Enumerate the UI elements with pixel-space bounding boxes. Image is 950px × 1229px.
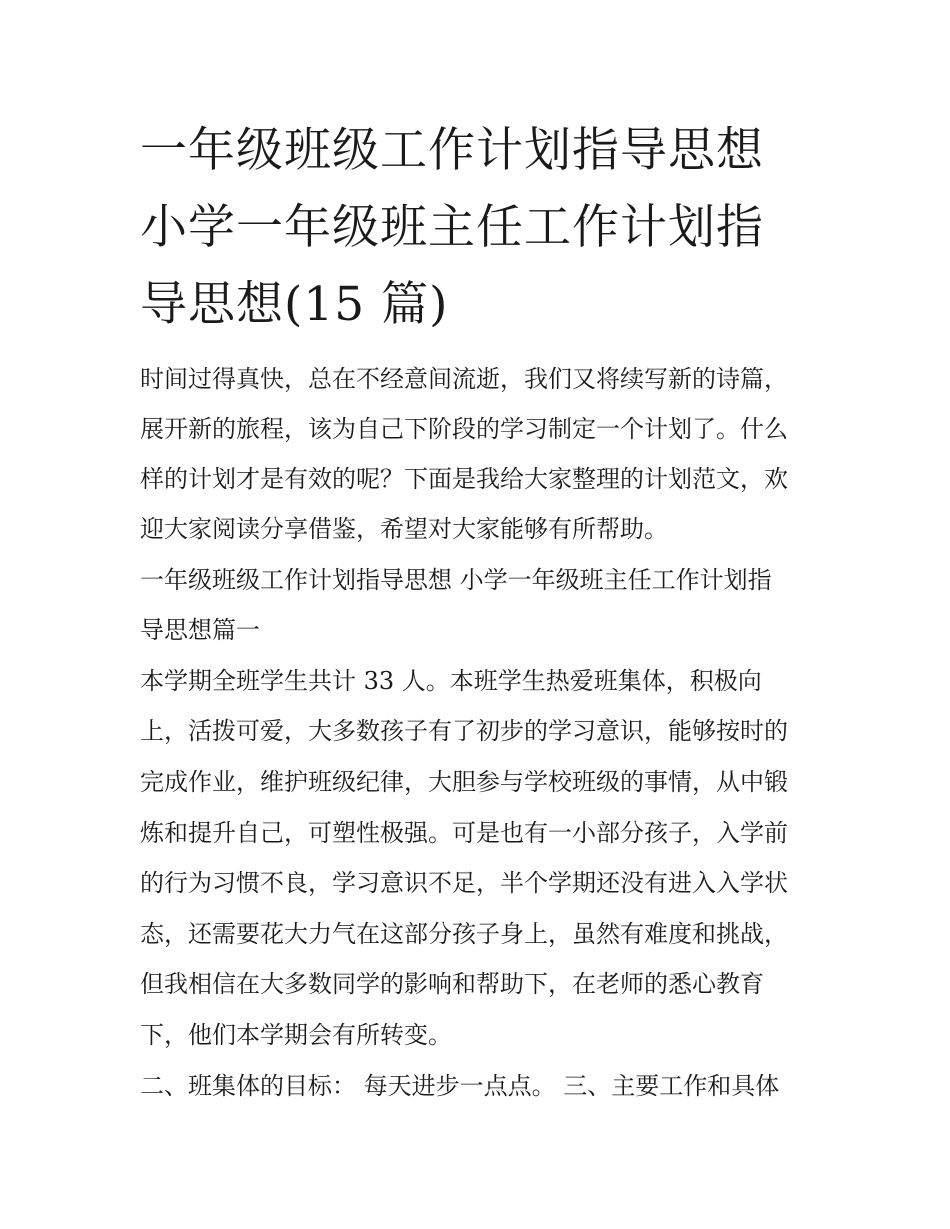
- body-line-3: 样的计划才是有效的呢？下面是我给大家整理的计划范文，欢: [140, 465, 788, 493]
- section-heading-line-1: 一年级班级工作计划指导思想 小学一年级班主任工作计划指: [140, 566, 772, 594]
- body-line-13: 但我相信在大多数同学的影响和帮助下，在老师的悉心教育: [140, 970, 764, 998]
- body-line-8: 上，活拨可爱，大多数孩子有了初步的学习意识，能够按时的: [140, 717, 788, 745]
- body-line-9: 完成作业，维护班级纪律，大胆参与学校班级的事情，从中锻: [140, 768, 788, 796]
- body-line-11: 的行为习惯不良，学习意识不足，半个学期还没有进入入学状: [140, 869, 788, 897]
- body-line-1: 时间过得真快，总在不经意间流逝，我们又将续写新的诗篇，: [140, 365, 788, 393]
- body-line-12: 态，还需要花大力气在这部分孩子身上，虽然有难度和挑战，: [140, 920, 788, 948]
- body-line-7: 本学期全班学生共计 33 人。本班学生热爱班集体，积极向: [140, 667, 762, 695]
- section-heading-line-2: 导思想篇一: [140, 616, 260, 644]
- document-title: [140, 112, 820, 343]
- body-line-2: 展开新的旅程，该为自己下阶段的学习制定一个计划了。什么: [140, 415, 788, 443]
- body-line-14: 下，他们本学期会有所转变。: [140, 1021, 452, 1049]
- title-line-2: 小学一年级班主任工作计划指: [140, 200, 764, 255]
- title-line-1: 一年级班级工作计划指导思想: [140, 123, 764, 178]
- body-line-10: 炼和提升自己，可塑性极强。可是也有一小部分孩子，入学前: [140, 819, 788, 847]
- body-line-15: 二、班集体的目标： 每天进步一点点。 三、主要工作和具体: [140, 1072, 780, 1100]
- body-line-4: 迎大家阅读分享借鉴，希望对大家能够有所帮助。: [140, 515, 668, 543]
- title-line-3: 导思想(15 篇): [140, 277, 449, 332]
